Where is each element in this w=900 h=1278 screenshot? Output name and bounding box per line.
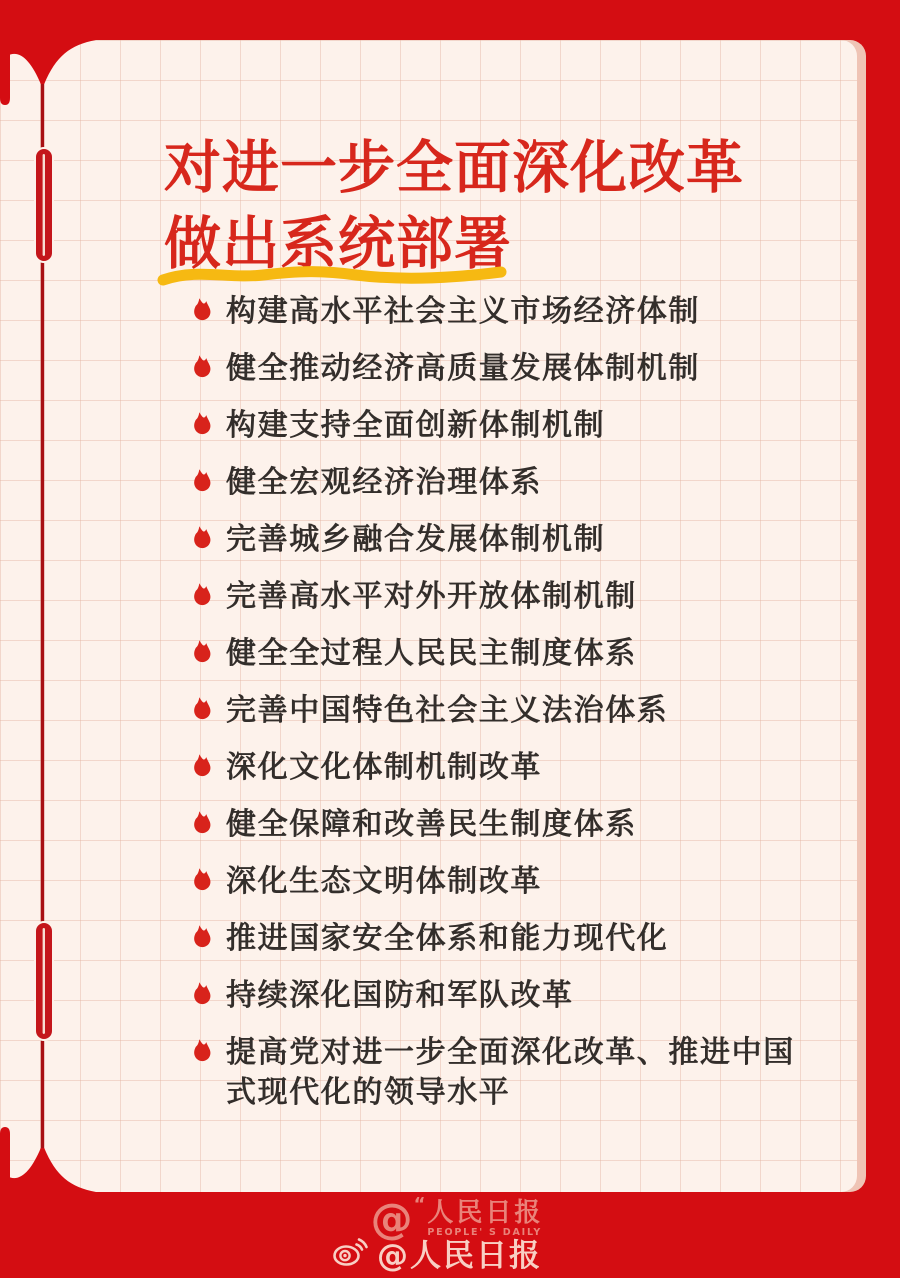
flame-bullet-icon — [190, 1038, 213, 1063]
list-item-text: 深化文化体制机制改革 — [226, 750, 542, 785]
list-item-text: 健全全过程人民民主制度体系 — [226, 636, 637, 671]
at-symbol: @ — [370, 1194, 413, 1243]
list-item — [190, 292, 810, 349]
weibo-handle-row — [332, 1230, 542, 1275]
list-item — [190, 634, 810, 691]
list-item — [190, 463, 810, 520]
list-item-text: 深化生态文明体制改革 — [226, 864, 542, 899]
list-item — [190, 919, 810, 976]
weibo-icon — [332, 1237, 368, 1269]
list-item-text: 完善中国特色社会主义法治体系 — [226, 693, 669, 728]
flame-bullet-icon — [190, 354, 213, 379]
footer — [0, 1192, 900, 1278]
list-item — [190, 1033, 810, 1113]
reform-list — [190, 292, 810, 1113]
top-left-ribbon — [0, 40, 10, 105]
flame-bullet-icon — [190, 582, 213, 607]
list-item — [190, 520, 810, 577]
flame-bullet-icon — [190, 525, 213, 550]
flame-bullet-icon — [190, 639, 213, 664]
bookmark-pill-top — [35, 148, 53, 262]
list-item — [190, 748, 810, 805]
list-item-text: 构建高水平社会主义市场经济体制 — [226, 294, 700, 329]
bottom-left-ribbon — [0, 1127, 10, 1192]
flame-bullet-icon — [190, 753, 213, 778]
top-scoop — [0, 40, 96, 84]
list-item-text: 完善高水平对外开放体制机制 — [226, 579, 637, 614]
weibo-handle-label: @人民日报 — [377, 1238, 542, 1274]
list-item — [190, 976, 810, 1033]
flame-bullet-icon — [190, 411, 213, 436]
list-item — [190, 406, 810, 463]
list-item-text: 健全宏观经济治理体系 — [226, 465, 542, 500]
list-item — [190, 349, 810, 406]
list-item-text: 健全保障和改善民生制度体系 — [226, 807, 637, 842]
flame-bullet-icon — [190, 696, 213, 721]
poster-title — [164, 130, 744, 282]
pill-highlight — [43, 154, 45, 256]
yellow-underline-swoosh — [156, 262, 508, 290]
list-item — [190, 805, 810, 862]
bookmark-pill-bottom — [35, 922, 53, 1040]
bottom-scoop — [0, 1148, 96, 1192]
poster-title-line2: 做出系统部署 — [164, 211, 512, 277]
quote-marks: “ — [413, 1194, 426, 1215]
pill-highlight — [43, 928, 45, 1034]
list-item-text: 持续深化国防和军队改革 — [226, 978, 574, 1013]
list-item-text: 健全推动经济高质量发展体制机制 — [226, 351, 700, 386]
flame-bullet-icon — [190, 297, 213, 322]
flame-bullet-icon — [190, 810, 213, 835]
spine-line — [41, 40, 44, 1192]
flame-bullet-icon — [190, 981, 213, 1006]
notepaper-card — [0, 40, 857, 1192]
list-item-text: 构建支持全面创新体制机制 — [226, 408, 606, 443]
watermark-cn-label: 人民日报 — [427, 1198, 544, 1228]
list-item — [190, 862, 810, 919]
list-item-text: 推进国家安全体系和能力现代化 — [226, 921, 669, 956]
watermark-en-label: PEOPLE' S DAILY — [427, 1227, 543, 1238]
list-item-text: 提高党对进一步全面深化改革、推进中国式现代化的领导水平 — [226, 1035, 795, 1110]
list-item — [190, 691, 810, 748]
flame-bullet-icon — [190, 924, 213, 949]
flame-bullet-icon — [190, 468, 213, 493]
list-item — [190, 577, 810, 634]
flame-bullet-icon — [190, 867, 213, 892]
poster-title-line1: 对进一步全面深化改革 — [164, 135, 744, 201]
list-item-text: 完善城乡融合发展体制机制 — [226, 522, 606, 557]
